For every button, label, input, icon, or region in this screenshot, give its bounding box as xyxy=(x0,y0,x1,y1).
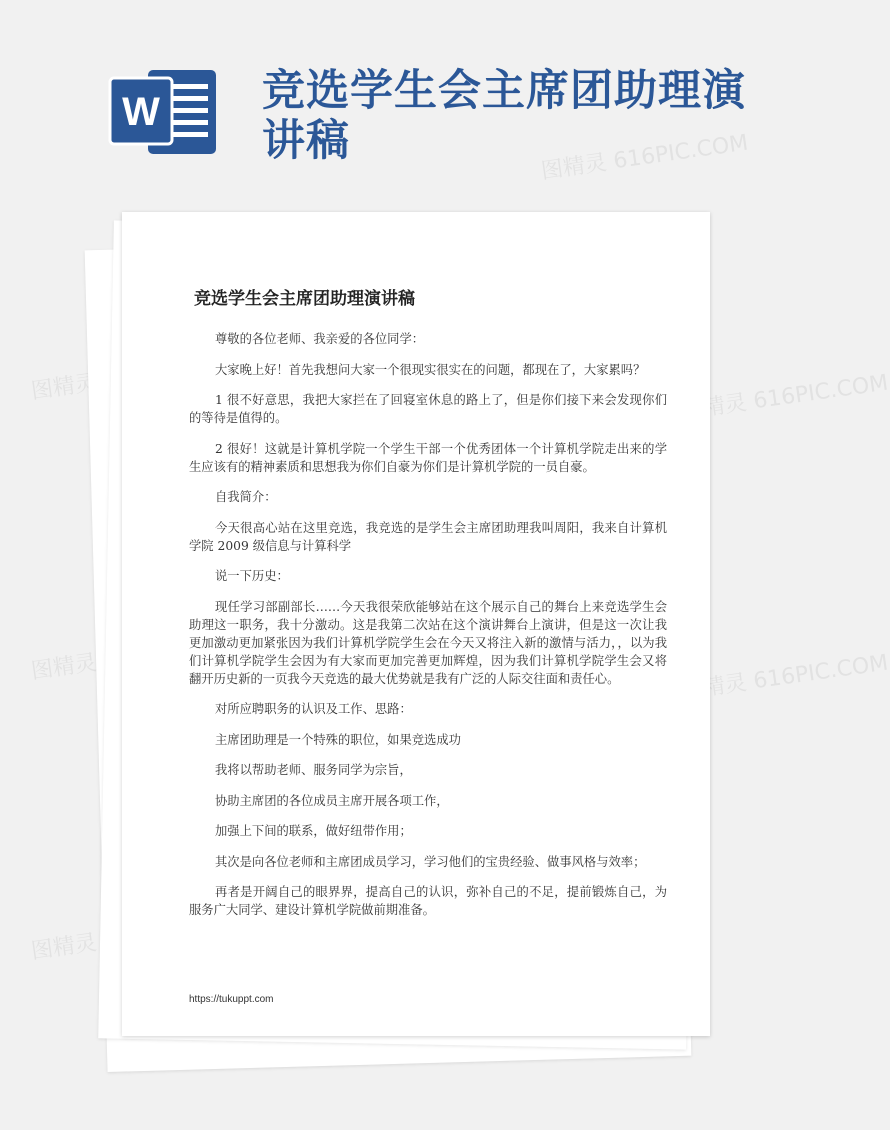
paragraph: 加强上下间的联系，做好纽带作用； xyxy=(215,824,412,838)
paragraph: 大家晚上好！首先我想问大家一个很现实很实在的问题，都现在了，大家累吗？ xyxy=(215,362,646,377)
paragraph: 对所应聘职务的认识及工作、思路： xyxy=(215,702,412,716)
banner-title: 竞选学生会主席团助理演讲稿 xyxy=(262,66,746,166)
watermark: 图精灵 xyxy=(29,370,99,405)
paragraph: 我将以帮助老师、服务同学为宗旨， xyxy=(215,763,412,777)
paragraph: 协助主席团的各位成员主席开展各项工作， xyxy=(215,793,449,808)
paragraph: 尊敬的各位老师、我亲爱的各位同学： xyxy=(215,332,425,346)
document-body xyxy=(189,330,667,932)
watermark: 图精灵 xyxy=(29,930,99,965)
paragraph: 2 很好！这就是计算机学院一个学生干部一个优秀团体一个计算机学院走出来的学生应该有的精神素质和思想我为你们自豪为你们是计算机学院的一员自豪。 xyxy=(189,441,667,474)
paragraph: 今天很高心站在这里竞选，我竞选的是学生会主席团助理我叫周阳，我来自计算机学院 2009 级信息与计算科学 xyxy=(189,520,667,553)
word-logo-letter: W xyxy=(122,90,160,134)
watermark: 图精灵 616PIC.COM xyxy=(539,130,750,185)
paragraph: 自我简介： xyxy=(215,490,277,504)
paragraph: 现任学习部副部长……今天我很荣欣能够站在这个展示自己的舞台上来竞选学生会助理这一职务，我十分激动。这是我第二次站在这个演讲舞台上演讲，但是这一次让我更加激动更加紧张因为我们计算机学院学生会在今天又将注入新的激情与活力，，以为我们计算机学院学生会因为有大家而更加完善更加辉煌，因为我们计算机学院学生会又将翻开历史新的一页我今天竞选的最大优势就是我有广泛的人际交往面和责任心。 xyxy=(189,599,667,686)
document-page xyxy=(122,212,710,1036)
footer-url: https://tukuppt.com xyxy=(189,994,274,1005)
paragraph: 说一下历史： xyxy=(215,569,289,583)
paragraph: 再者是开阔自己的眼界界，提高自己的认识，弥补自己的不足，提前锻炼自己，为服务广大同学、建设计算机学院做前期准备。 xyxy=(189,885,667,917)
paragraph: 1 很不好意思，我把大家拦在了回寝室休息的路上了，但是你们接下来会发现你们的等待是值得的。 xyxy=(189,393,667,425)
watermark: 图精灵 616PIC.COM xyxy=(679,370,890,425)
paragraph: 其次是向各位老师和主席团成员学习，学习他们的宝贵经验、做事风格与效率； xyxy=(215,854,646,869)
document-title: 竞选学生会主席团助理演讲稿 xyxy=(194,289,415,309)
paragraph: 主席团助理是一个特殊的职位，如果竞选成功 xyxy=(215,732,461,747)
watermark: 图精灵 616PIC.COM xyxy=(679,650,890,705)
watermark: 图精灵 xyxy=(29,650,99,685)
word-logo-icon xyxy=(108,66,218,158)
